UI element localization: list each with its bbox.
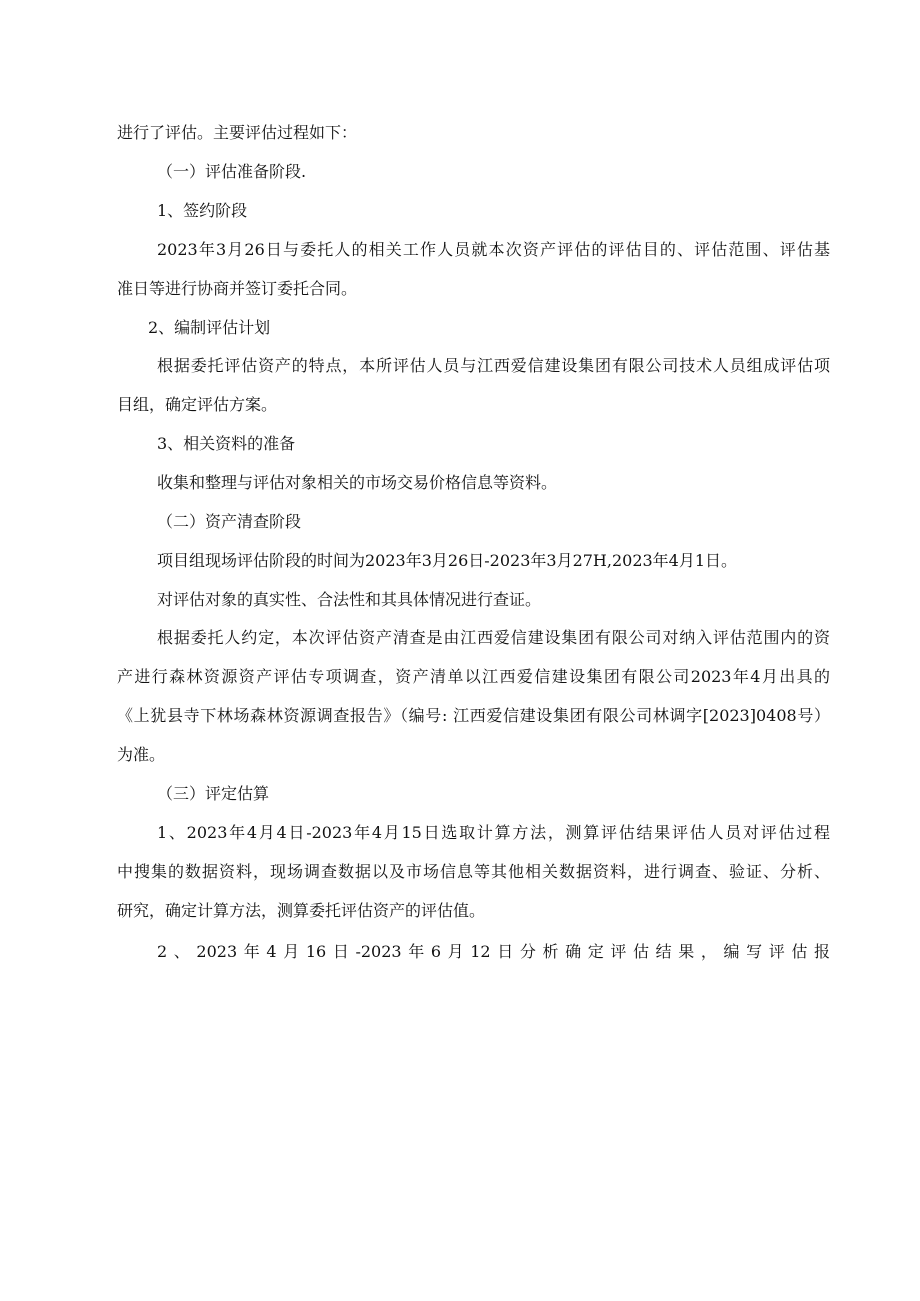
text-line: 收集和整理与评估对象相关的市场交易价格信息等资料。: [157, 473, 558, 492]
text-line: 2023年3月26日与委托人的相关工作人员就本次资产评估的评估目的、评估范围、评估基: [157, 240, 830, 259]
text-line: 2、2023年4月16日-2023年6月12日分析确定评估结果，编写评估报: [157, 942, 830, 961]
subsection-heading: 2、编制评估计划: [148, 318, 271, 337]
text-line: 目组，确定评估方案。: [117, 395, 278, 414]
text-line: 根据委托评估资产的特点，本所评估人员与江西爱信建设集团有限公司技术人员组成评估项: [157, 356, 830, 375]
subsection-heading: 3、相关资料的准备: [157, 434, 296, 453]
text-line: 根据委托人约定，本次评估资产清查是由江西爱信建设集团有限公司对纳入评估范围内的资: [157, 628, 830, 647]
subsection-heading: 1、签约阶段: [157, 201, 248, 220]
section-heading: （二）资产清查阶段: [157, 512, 302, 531]
text-line: 1、2023年4月4日-2023年4月15日选取计算方法，测算评估结果评估人员对评估过程: [157, 823, 830, 842]
text-line: 研究，确定计算方法，测算委托评估资产的评估值。: [117, 901, 486, 920]
section-heading: （一）评估准备阶段.: [157, 162, 307, 181]
text-line: 项目组现场评估阶段的时间为2023年3月26日-2023年3月27H,2023年4月1日。: [157, 551, 738, 570]
text-line: 对评估对象的真实性、合法性和其具体情况进行查证。: [157, 590, 542, 609]
text-line: 为准。: [117, 745, 166, 764]
text-line: 产进行森林资源资产评估专项调查，资产清单以江西爱信建设集团有限公司2023年4月出具的: [117, 667, 830, 686]
text-line: 准日等进行协商并签订委托合同。: [117, 279, 358, 298]
text-line: 中搜集的数据资料，现场调查数据以及市场信息等其他相关数据资料，进行调查、验证、分析、: [117, 862, 830, 881]
text-line: 进行了评估。主要评估过程如下：: [117, 123, 358, 142]
section-heading: （三）评定估算: [157, 784, 270, 803]
text-line: 《上犹县寺下林场森林资源调查报告》（编号: 江西爱信建设集团有限公司林调字[2023]0408号）: [117, 706, 830, 725]
